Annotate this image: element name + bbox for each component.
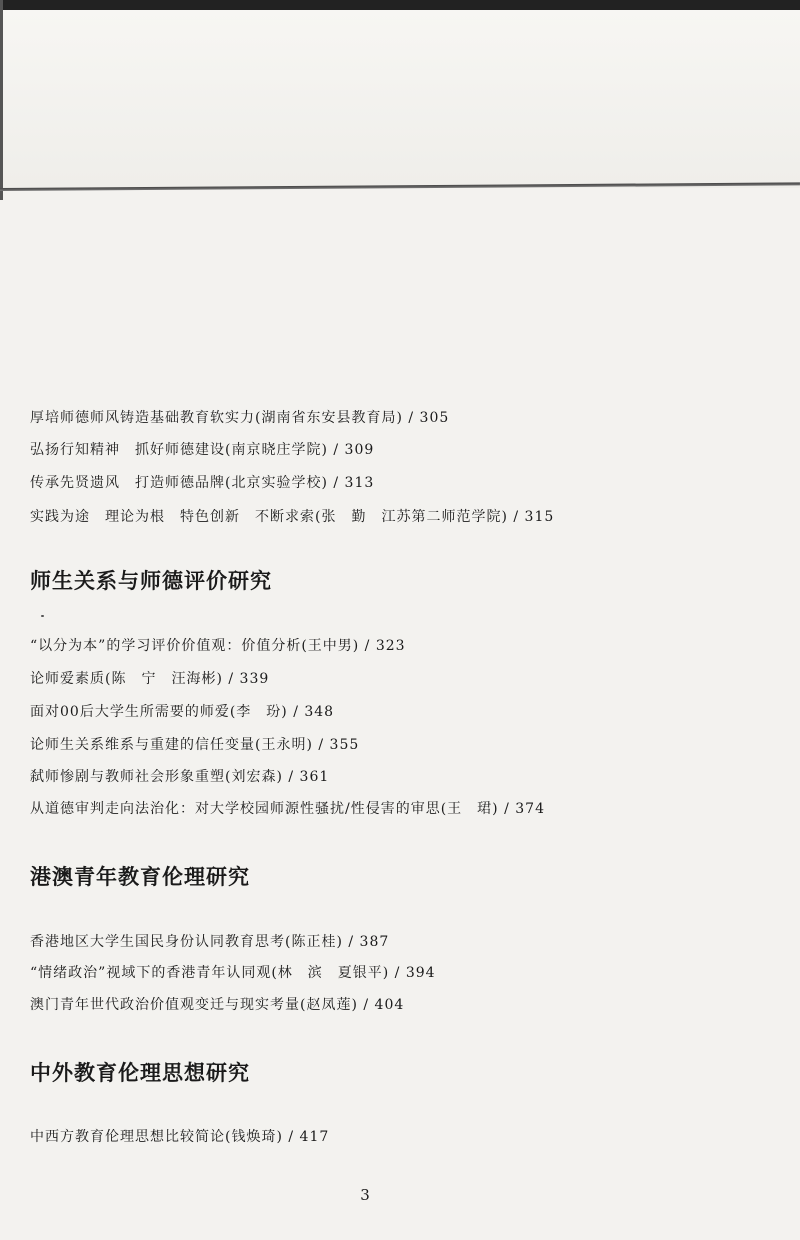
toc-entry: 实践为途 理论为根 特色创新 不断求索(张 勤 江苏第二师范学院) / 315 xyxy=(30,509,555,525)
toc-entry: 从道德审判走向法治化：对大学校园师源性骚扰/性侵害的审思(王 珺) / 374 xyxy=(30,801,545,817)
section-heading: 港澳青年教育伦理研究 xyxy=(30,865,250,889)
toc-entry: 弘扬行知精神 抓好师德建设(南京晓庄学院) / 309 xyxy=(30,442,375,458)
toc-entry: 中西方教育伦理思想比较简论(钱焕琦) / 417 xyxy=(30,1129,330,1145)
toc-entry: 厚培师德师风铸造基础教育软实力(湖南省东安县教育局) / 305 xyxy=(30,410,450,426)
toc-entry: “以分为本”的学习评价价值观：价值分析(王中男) / 323 xyxy=(30,638,406,654)
page-number: 3 xyxy=(360,1186,370,1204)
toc-entry: 论师生关系维系与重建的信任变量(王永明) / 355 xyxy=(30,737,360,753)
scan-left-edge xyxy=(0,0,3,200)
toc-entry: 澳门青年世代政治价值观变迁与现实考量(赵凤莲) / 404 xyxy=(30,997,405,1013)
previous-page-overlap xyxy=(0,10,800,188)
section-heading: 师生关系与师德评价研究 xyxy=(30,569,272,593)
toc-entry: 弑师惨剧与教师社会形象重塑(刘宏森) / 361 xyxy=(30,769,330,785)
scan-speck xyxy=(41,615,44,617)
toc-entry: 论师爱素质(陈 宁 汪海彬) / 339 xyxy=(30,671,270,687)
toc-entry: 香港地区大学生国民身份认同教育思考(陈正桂) / 387 xyxy=(30,934,390,950)
toc-entry: 面对00后大学生所需要的师爱(李 玢) / 348 xyxy=(30,704,335,720)
toc-entry: 传承先贤遗风 打造师德品牌(北京实验学校) / 313 xyxy=(30,475,375,491)
section-heading: 中外教育伦理思想研究 xyxy=(30,1061,250,1085)
toc-entry: “情绪政治”视域下的香港青年认同观(林 滨 夏银平) / 394 xyxy=(30,965,436,981)
scan-top-border xyxy=(0,0,800,10)
